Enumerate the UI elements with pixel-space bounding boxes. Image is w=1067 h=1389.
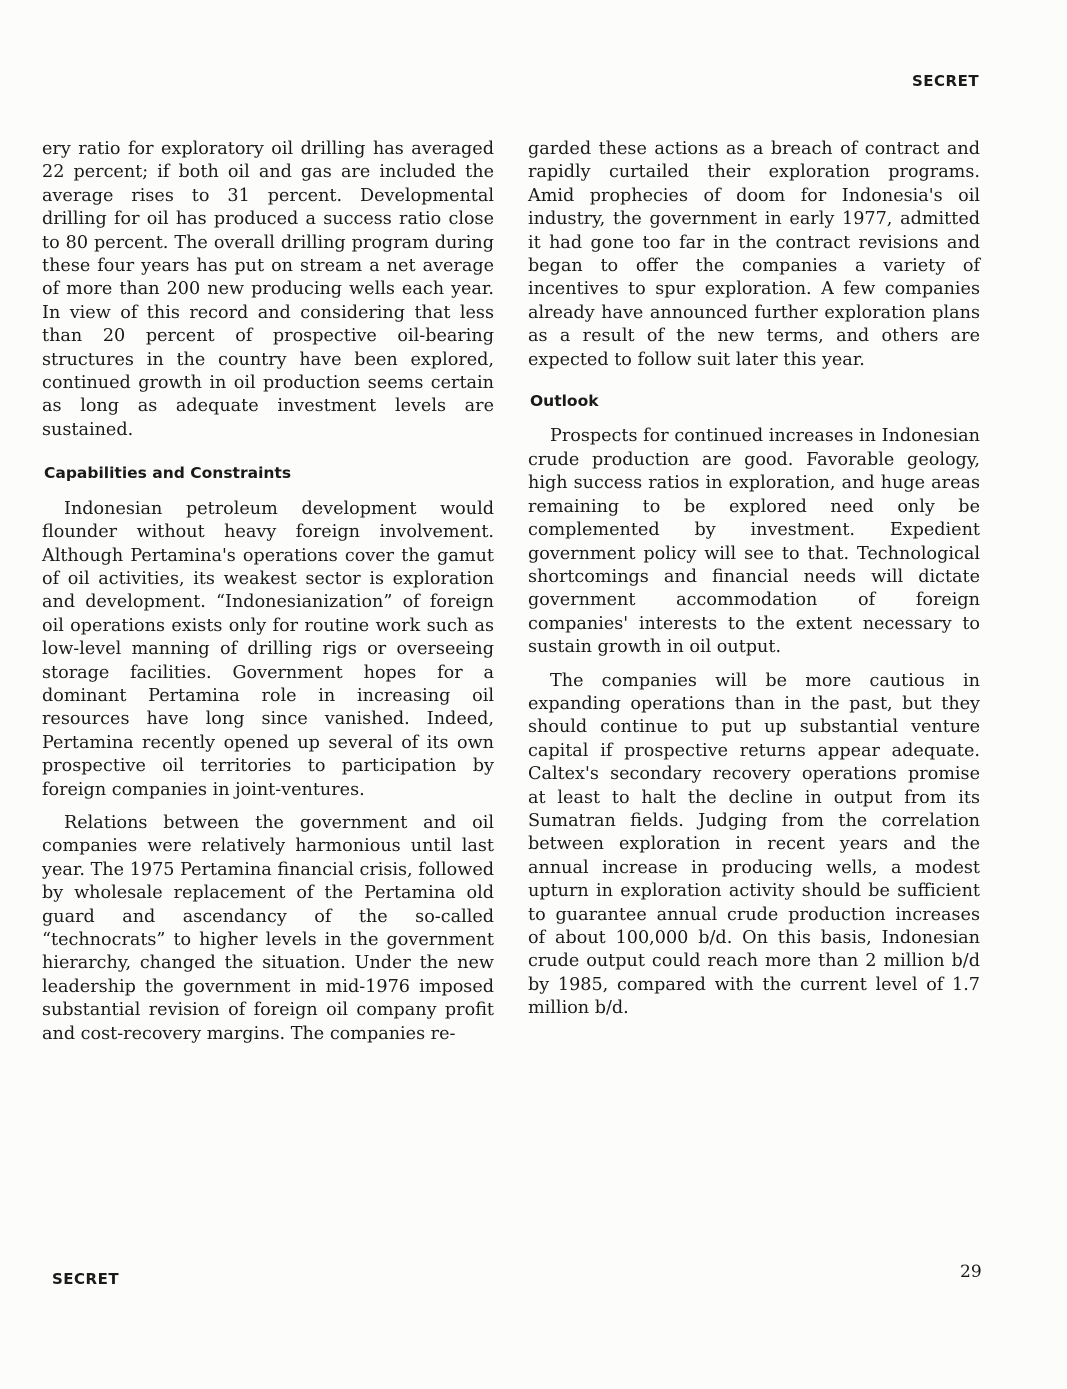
right-paragraph-1: garded these actions as a breach of contract and rapidly curtailed their exploration programs. Amid prophecies of doom for Indonesia's oil industry, the government in early 1977, admitted it had gone too far in the contract revisions and began to offer the companies a variety of incentives to spur exploration. A few companies already have announced further exploration plans as a result of the new terms, and others are expected to follow suit later this year. (528, 139, 980, 370)
section-heading-outlook: Outlook (530, 392, 599, 411)
section-heading-capabilities: Capabilities and Constraints (44, 464, 292, 483)
left-paragraph-2: Indonesian petroleum development would flounder without heavy foreign involvement. Although Pertamina's operations cover the gamut of oil activities, its weakest sector is exploration and development. “Indonesianization” of foreign oil operations exists only for routine work such as low-level manning of drilling rigs or overseeing storage facilities. Government hopes for a dominant Pertamina role in increasing oil resources have long since vanished. Indeed, Pertamina recently opened up several of its own prospective oil territories to participation by foreign companies in joint-ventures. (42, 498, 494, 800)
page-number: 29 (960, 1262, 982, 1282)
classification-header: SECRET (912, 72, 980, 90)
left-paragraph-1: ery ratio for exploratory oil drilling has averaged 22 percent; if both oil and gas are included the average rises to 31 percent. Developmental drilling for oil has produced a success ratio close to 80 percent. The overall drilling program during these four years has put on stream a net average of more than 200 new producing wells each year. In view of this record and considering that less than 20 percent of prospective oil-bearing structures in the country have been explored, continued growth in oil production seems certain as long as adequate investment levels are sustained. (42, 139, 494, 440)
classification-footer: SECRET (52, 1270, 120, 1288)
left-paragraph-3: Relations between the government and oil companies were relatively harmonious until last year. The 1975 Pertamina financial crisis, followed by wholesale replacement of the Pertamina old guard and ascendancy of the so-called “technocrats” to higher levels in the government hierarchy, changed the situation. Under the new leadership the government in mid-1976 imposed substantial revision of foreign oil company profit and cost-recovery margins. The companies re- (42, 812, 494, 1044)
left-column (42, 138, 494, 1056)
right-column (528, 138, 980, 1031)
right-paragraph-3: The companies will be more cautious in expanding operations than in the past, but they should continue to put up substantial venture capital if prospective returns appear adequate. Caltex's secondary recovery operations promise at least to halt the decline in output from its Sumatran fields. Judging from the correlation between exploration in recent years and the annual increase in producing wells, a modest upturn in exploration activity should be sufficient to guarantee annual crude production increases of about 100,000 b/d. On this basis, Indonesian crude output could reach more than 2 million b/d by 1985, compared with the current level of 1.7 million b/d. (528, 670, 980, 1019)
right-paragraph-2: Prospects for continued increases in Indonesian crude production are good. Favorable geology, high success ratios in exploration, and huge areas remaining to be explored need only be complemented by investment. Expedient government policy will see to that. Technological shortcomings and financial needs will dictate government accommodation of foreign companies' interests to the extent necessary to sustain growth in oil output. (528, 426, 980, 658)
